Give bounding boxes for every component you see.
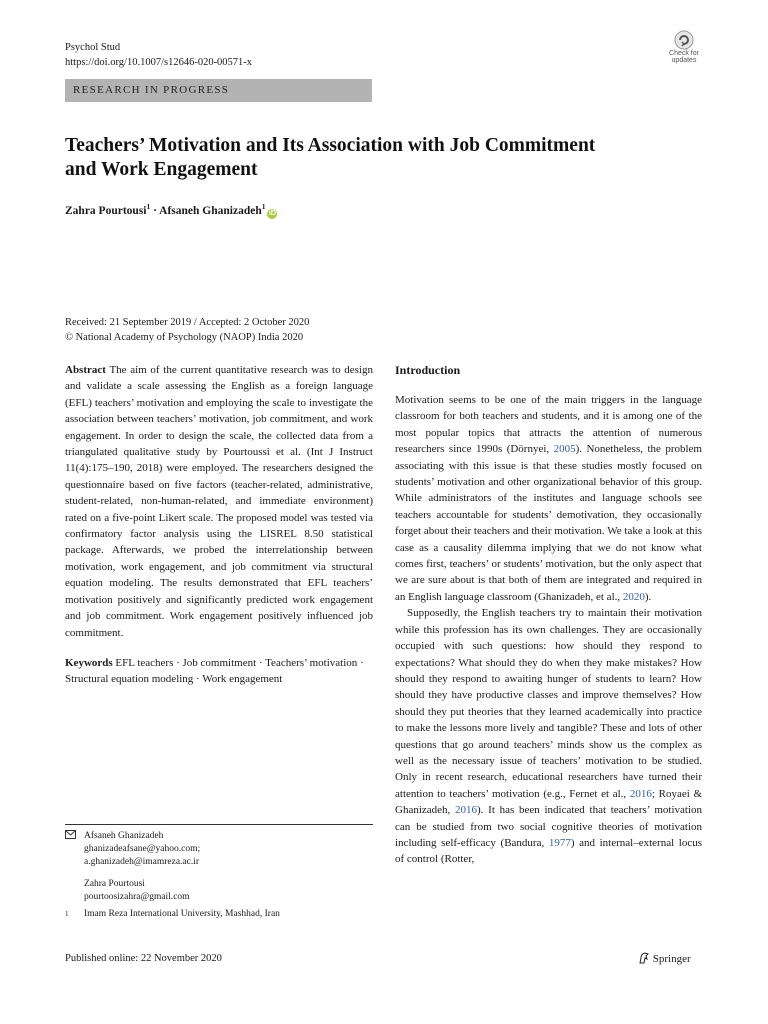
check-for-updates-badge[interactable] bbox=[662, 30, 706, 68]
intro-paragraph-2 bbox=[395, 605, 702, 868]
check-updates-icon bbox=[674, 30, 694, 50]
affiliation-number: 1 bbox=[65, 910, 69, 918]
abstract-text: The aim of the current quantitative research was to design and validate a scale assessing the English as a foreign language (EFL) teachers’ motivation and employing the scale to investigate the association between teachers’ motivation, job commitment, and work engagement. In order to design the scale, the collected data from a triangulated qualitative study by Pourtoussi et al. (Int J Instruct 11(4):175–190, 2018) were employed. The researchers designed the questionnaire based on five factors (teacher-related, administrative, student-related, non-human-related, and immediate environment) rated on a five-point Likert scale. The proposed model was tested via confirmatory factor analysis using the LISREL 8.50 statistical package. Afterwards, we probed the interrelationship between motivation, work engagement, and job commitment via structural equation modeling. The results demonstrated that EFL teachers’ motivation positively and significantly predicted work engagement and job commitment. Work engagement positively influenced job commitment. bbox=[65, 364, 373, 639]
citation-link[interactable]: 2016 bbox=[455, 804, 478, 817]
author-list bbox=[65, 202, 277, 219]
affiliation bbox=[65, 908, 280, 921]
article-title bbox=[65, 134, 685, 182]
abstract bbox=[65, 362, 373, 641]
intro-p2-text-d: ) and internal–external locus of control (Rotter, bbox=[395, 836, 702, 866]
left-column bbox=[65, 362, 373, 688]
right-column bbox=[395, 362, 702, 868]
author-2-affil: 1 bbox=[261, 202, 266, 211]
title-line1: Teachers’ Motivation and Its Association with Job Commitment bbox=[65, 135, 596, 156]
publisher-name: Springer bbox=[652, 953, 691, 965]
keywords-text: EFL teachers · Job commitment · Teachers’ motivation · Structural equation modeling · Work engagement bbox=[65, 656, 364, 686]
published-date: Published online: 22 November 2020 bbox=[65, 953, 222, 964]
journal-name: Psychol Stud bbox=[65, 42, 121, 53]
intro-p2-text-c: ). It has been indicated that teachers’ motivation can be studied from two social cognitive theories of motivation including self-efficacy (Bandura, bbox=[395, 804, 702, 849]
email-link[interactable]: ghanizadeafsane@yahoo.com; bbox=[84, 844, 201, 854]
citation-link[interactable]: 2016 bbox=[629, 787, 652, 800]
intro-paragraph-1 bbox=[395, 392, 702, 605]
intro-p2-text-b: ; Royaei & Ghanizadeh, bbox=[395, 787, 703, 817]
citation-link[interactable]: 2020 bbox=[622, 590, 645, 603]
copyright: © National Academy of Psychology (NAOP) India 2020 bbox=[65, 332, 304, 343]
journal-header bbox=[65, 40, 252, 70]
correspondence-block bbox=[65, 830, 200, 904]
email-link[interactable]: pourtoosizahra@gmail.com bbox=[84, 892, 190, 902]
citation-link[interactable]: 2005 bbox=[553, 443, 576, 456]
second-author-name: Zahra Pourtousi bbox=[84, 879, 145, 889]
affiliation-text: Imam Reza International University, Mashhad, Iran bbox=[84, 909, 280, 919]
title-line2: and Work Engagement bbox=[65, 159, 258, 180]
author-2[interactable]: Afsaneh Ghanizadeh bbox=[159, 204, 262, 217]
author-separator: · bbox=[150, 204, 160, 217]
keywords-label: Keywords bbox=[65, 656, 113, 669]
introduction-heading: Introduction bbox=[395, 363, 461, 377]
orcid-icon[interactable]: iD bbox=[268, 209, 276, 217]
author-1-affil: 1 bbox=[146, 202, 151, 211]
publisher-logo bbox=[638, 952, 691, 965]
intro-p1-text-c: ). bbox=[644, 590, 652, 603]
article-dates bbox=[65, 315, 309, 345]
intro-p1-text-a: Motivation seems to be one of the main triggers in the language classroom for both teachers and students, and it is among one of the most popular topics that attracts the attention of numerous researchers since 1990s (Dörnyei, bbox=[395, 394, 702, 456]
email-link[interactable]: a.ghanizadeh@imamreza.ac.ir bbox=[84, 857, 200, 867]
badge-line1: Check for bbox=[669, 50, 699, 57]
author-1[interactable]: Zahra Pourtousi bbox=[65, 204, 147, 217]
received-accepted: Received: 21 September 2019 / Accepted: 2 October 2020 bbox=[65, 317, 310, 328]
footnote-divider bbox=[65, 824, 373, 825]
keywords bbox=[65, 655, 373, 688]
citation-link[interactable]: 1977 bbox=[548, 836, 571, 849]
intro-p1-text-b: ). Nonetheless, the problem associating with this issue is that these studies mostly focused on students’ motivation and other organizational behavior of this group. While administrators of the institutes and language schools see teachers accountable for students’ demotivation, they occasionally forget about their teachers and their motivation. We take a look at this case as a causality dilemma implying that we do not know what comes first, teachers’ or students’ motivation, but the only aspect that we are sure about is that both of them are integrated and required in an English language classroom (Ghanizadeh, et al., bbox=[395, 443, 702, 603]
abstract-label: Abstract bbox=[65, 364, 106, 376]
springer-horse-icon bbox=[638, 952, 650, 964]
corresponding-author-name: Afsaneh Ghanizadeh bbox=[84, 831, 164, 841]
doi-link[interactable]: https://doi.org/10.1007/s12646-020-00571-x bbox=[65, 57, 253, 68]
intro-p2-text-a: Supposedly, the English teachers try to maintain their motivation while this profession has its own challenges. They are occasionally occupied with such questions: how should they respond to expectations? What should they do when they make mistakes? How should they respond to awaiting hunger of students to learn? How should they have productive classes and improve themselves? How should they put theories that they learned academically into practice to make the lessons more lively and tangible? These and lots of other questions that go around teachers’ minds show us the complex as well as the necessary issue of teachers’ motivation to be studied. Only in recent research, educational researchers have turned their attention to teachers’ motivation (e.g., Fernet et al., bbox=[395, 607, 702, 800]
envelope-icon bbox=[65, 830, 84, 904]
badge-line2: updates bbox=[671, 57, 697, 64]
article-category-bar: RESEARCH IN PROGRESS bbox=[65, 79, 372, 102]
